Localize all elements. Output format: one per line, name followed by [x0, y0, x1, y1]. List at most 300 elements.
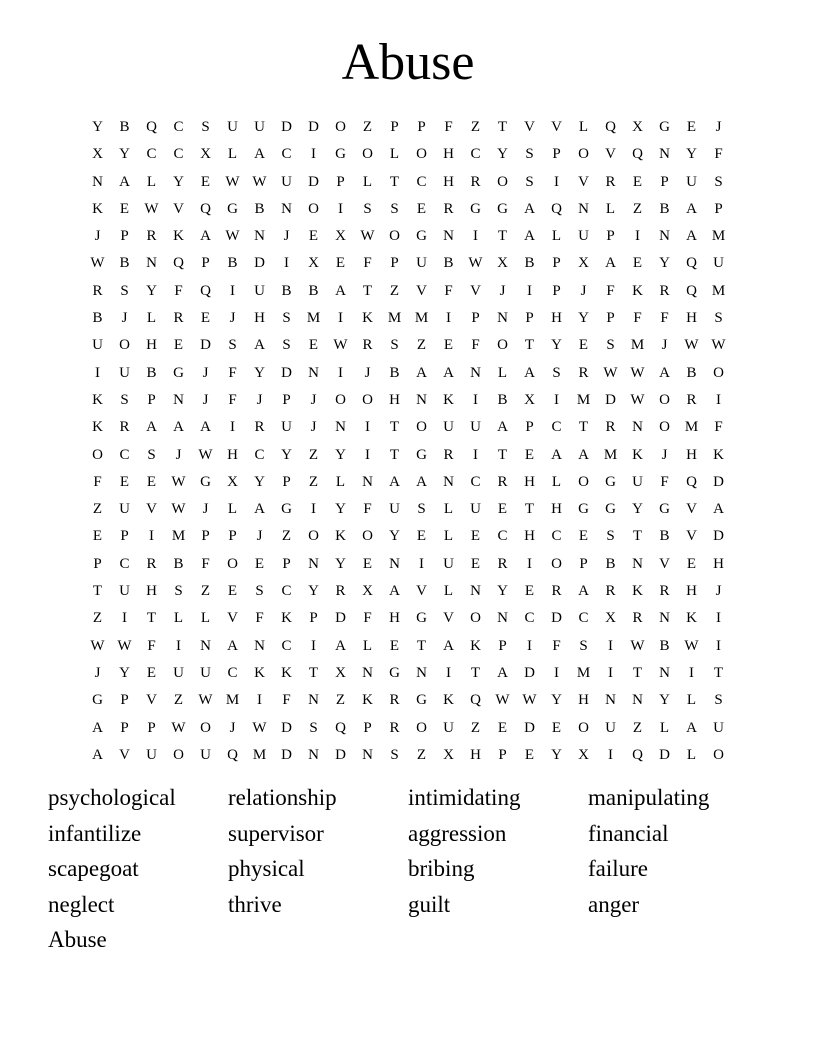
grid-letter: B — [254, 200, 265, 217]
grid-letter: W — [90, 255, 105, 272]
grid-letter: P — [390, 119, 399, 135]
grid-letter: L — [443, 501, 454, 518]
grid-letter: P — [120, 228, 129, 245]
grid-letter: C — [281, 637, 292, 654]
grid-letter: F — [363, 610, 372, 627]
grid-letter: W — [117, 637, 132, 654]
grid-letter: G — [416, 446, 427, 463]
grid-letter: P — [525, 419, 534, 436]
grid-letter: B — [443, 255, 454, 272]
grid-letter: B — [308, 282, 319, 299]
grid-letter: P — [282, 391, 291, 408]
grid-letter: P — [714, 200, 723, 217]
grid-letter: I — [365, 419, 370, 436]
grid-letter: F — [282, 692, 291, 709]
grid-letter: V — [605, 146, 616, 163]
grid-letter: O — [497, 173, 508, 190]
grid-letter: I — [554, 664, 559, 681]
grid-letter: T — [497, 228, 508, 245]
grid-letter: R — [659, 583, 670, 600]
grid-letter: P — [228, 528, 237, 545]
grid-letter: I — [311, 501, 316, 518]
grid-letter: V — [578, 173, 589, 190]
grid-letter: U — [443, 555, 454, 572]
grid-letter: A — [416, 364, 427, 381]
grid-letter: F — [660, 473, 669, 490]
grid-letter: R — [254, 419, 265, 436]
grid-letter: I — [338, 200, 343, 217]
grid-letter: U — [254, 282, 265, 299]
grid-letter: U — [578, 228, 589, 245]
grid-letter: E — [362, 555, 373, 572]
grid-letter: E — [335, 255, 346, 272]
grid-letter: A — [173, 419, 184, 436]
grid-letter: A — [92, 719, 103, 736]
grid-letter: P — [660, 173, 669, 190]
grid-letter: C — [470, 146, 481, 163]
grid-letter: J — [715, 119, 722, 135]
grid-letter: A — [713, 501, 724, 518]
grid-letter: L — [173, 610, 184, 627]
grid-letter: T — [146, 610, 157, 627]
grid-letter: Y — [389, 528, 400, 545]
grid-letter: P — [525, 310, 534, 327]
grid-letter: T — [578, 419, 589, 436]
grid-letter: I — [284, 255, 289, 272]
grid-letter: L — [578, 119, 589, 135]
grid-letter: U — [173, 664, 184, 681]
grid-letter: T — [389, 419, 400, 436]
grid-letter: T — [389, 173, 400, 190]
grid-letter: D — [335, 746, 346, 763]
grid-letter: E — [443, 337, 454, 354]
grid-letter: J — [310, 419, 317, 436]
grid-letter: A — [443, 637, 454, 654]
grid-letter: P — [579, 555, 588, 572]
grid-letter: Q — [470, 692, 481, 709]
grid-letter: D — [551, 610, 562, 627]
grid-letter: V — [416, 583, 427, 600]
grid-letter: E — [308, 337, 319, 354]
grid-letter: H — [524, 473, 535, 490]
grid-letter: S — [228, 337, 237, 354]
grid-letter: A — [605, 255, 616, 272]
grid-letter: V — [146, 501, 157, 518]
grid-letter: O — [659, 419, 670, 436]
grid-letter: R — [497, 555, 508, 572]
grid-letter: T — [632, 664, 643, 681]
grid-letter: X — [605, 610, 616, 627]
grid-letter: Y — [146, 282, 157, 299]
puzzle-title: Abuse — [341, 34, 475, 91]
grid-letter: J — [94, 228, 101, 245]
grid-letter: C — [281, 583, 292, 600]
grid-letter: W — [711, 337, 726, 354]
word-list-item: intimidating — [408, 785, 521, 810]
grid-letter: I — [689, 664, 694, 681]
grid-letter: Z — [200, 583, 211, 600]
grid-letter: K — [470, 637, 481, 654]
grid-letter: S — [363, 200, 372, 217]
grid-letter: S — [120, 391, 129, 408]
word-list — [48, 780, 768, 958]
grid-letter: Q — [605, 119, 616, 135]
grid-letter: U — [281, 419, 292, 436]
grid-letter: Y — [254, 473, 265, 490]
grid-letter: I — [230, 282, 235, 299]
grid-letter: N — [281, 200, 292, 217]
grid-letter: Y — [308, 583, 319, 600]
grid-letter: R — [119, 419, 130, 436]
grid-letter: Z — [389, 282, 400, 299]
grid-letter: N — [443, 473, 454, 490]
grid-letter: F — [444, 282, 453, 299]
grid-letter: R — [578, 364, 589, 381]
grid-letter: B — [389, 364, 400, 381]
grid-letter: E — [578, 528, 589, 545]
grid-letter: K — [632, 282, 643, 299]
grid-letter: H — [470, 746, 481, 763]
grid-letter: F — [552, 637, 561, 654]
grid-letter: N — [146, 255, 157, 272]
grid-letter: F — [228, 364, 237, 381]
grid-letter: J — [229, 719, 236, 736]
grid-letter: Y — [659, 255, 670, 272]
grid-letter: G — [470, 200, 481, 217]
grid-letter: X — [308, 255, 319, 272]
grid-letter: J — [256, 391, 263, 408]
grid-letter: D — [200, 337, 211, 354]
grid-letter: P — [336, 173, 345, 190]
grid-letter: O — [578, 146, 589, 163]
grid-letter: A — [146, 419, 157, 436]
grid-letter: A — [416, 473, 427, 490]
grid-letter: O — [362, 528, 373, 545]
grid-letter: O — [200, 719, 211, 736]
grid-letter: N — [308, 746, 319, 763]
grid-letter: L — [227, 501, 238, 518]
grid-letter: H — [443, 146, 454, 163]
grid-letter: N — [659, 610, 670, 627]
grid-letter: A — [524, 228, 535, 245]
grid-letter: M — [306, 310, 321, 327]
word-list-item: anger — [588, 891, 640, 917]
grid-letter: U — [119, 583, 130, 600]
grid-letter: D — [254, 255, 265, 272]
grid-letter: R — [686, 391, 697, 408]
grid-letter: V — [416, 282, 427, 299]
grid-letter: G — [659, 501, 670, 518]
grid-letter: K — [632, 446, 643, 463]
grid-letter: S — [606, 337, 615, 354]
grid-letter: T — [92, 583, 103, 600]
grid-letter: V — [686, 528, 697, 545]
grid-letter: U — [416, 255, 427, 272]
grid-letter: B — [281, 282, 292, 299]
grid-letter: F — [147, 637, 156, 654]
grid-letter: H — [524, 528, 535, 545]
grid-letter: D — [281, 746, 292, 763]
grid-letter: P — [120, 719, 129, 736]
grid-letter: N — [362, 664, 373, 681]
grid-letter: W — [630, 391, 645, 408]
grid-letter: C — [146, 146, 157, 163]
grid-letter: J — [310, 391, 317, 408]
grid-letter: D — [281, 119, 292, 135]
grid-letter: W — [90, 637, 105, 654]
grid-letter: S — [309, 719, 318, 736]
grid-letter: O — [362, 146, 373, 163]
word-list-item: neglect — [48, 891, 115, 917]
grid-letter: Y — [173, 173, 184, 190]
grid-letter: C — [173, 146, 184, 163]
grid-letter: J — [121, 310, 128, 327]
grid-letter: I — [473, 391, 478, 408]
grid-letter: U — [200, 746, 211, 763]
grid-letter: S — [525, 173, 534, 190]
grid-letter: E — [146, 664, 157, 681]
grid-letter: P — [309, 610, 318, 627]
grid-letter: L — [146, 310, 157, 327]
grid-letter: N — [416, 664, 427, 681]
grid-letter: F — [201, 555, 210, 572]
grid-letter: L — [497, 364, 508, 381]
grid-letter: K — [443, 391, 454, 408]
grid-letter: E — [119, 200, 130, 217]
grid-letter: W — [252, 173, 267, 190]
grid-letter: A — [254, 337, 265, 354]
grid-letter: J — [175, 446, 182, 463]
grid-letter: T — [308, 664, 319, 681]
grid-letter: P — [201, 255, 210, 272]
grid-letter: D — [659, 746, 670, 763]
grid-letter: C — [551, 419, 562, 436]
grid-letter: E — [524, 746, 535, 763]
grid-letter: I — [473, 446, 478, 463]
grid-letter: C — [173, 119, 184, 135]
grid-letter: N — [659, 146, 670, 163]
grid-letter: B — [659, 200, 670, 217]
grid-letter: L — [362, 637, 373, 654]
grid-letter: C — [578, 610, 589, 627]
grid-letter: J — [661, 337, 668, 354]
grid-letter: I — [311, 637, 316, 654]
grid-letter: J — [202, 364, 209, 381]
grid-letter: E — [470, 528, 481, 545]
grid-letter: G — [227, 200, 238, 217]
grid-letter: R — [443, 200, 454, 217]
grid-letter: P — [498, 637, 507, 654]
grid-letter: P — [147, 719, 156, 736]
grid-letter: G — [389, 664, 400, 681]
grid-letter: M — [711, 282, 726, 299]
grid-letter: A — [686, 200, 697, 217]
grid-letter: W — [684, 637, 699, 654]
grid-letter: E — [551, 719, 562, 736]
grid-letter: P — [471, 310, 480, 327]
grid-letter: L — [443, 583, 454, 600]
grid-letter: I — [527, 282, 532, 299]
grid-letter: V — [227, 610, 238, 627]
grid-letter: R — [389, 692, 400, 709]
grid-letter: E — [254, 555, 265, 572]
grid-letter: L — [686, 746, 697, 763]
grid-letter: W — [468, 255, 483, 272]
grid-letter: A — [524, 200, 535, 217]
grid-letter: I — [554, 391, 559, 408]
grid-letter: S — [714, 692, 723, 709]
grid-letter: I — [608, 746, 613, 763]
grid-letter: F — [363, 255, 372, 272]
grid-letter: A — [578, 446, 589, 463]
grid-letter: Y — [578, 310, 589, 327]
grid-letter: K — [713, 446, 724, 463]
grid-letter: U — [470, 501, 481, 518]
grid-letter: E — [119, 473, 130, 490]
grid-letter: R — [146, 555, 157, 572]
grid-letter: T — [470, 664, 481, 681]
grid-letter: R — [362, 337, 373, 354]
grid-letter: S — [417, 501, 426, 518]
grid-letter: O — [659, 391, 670, 408]
grid-letter: Q — [686, 282, 697, 299]
grid-letter: K — [173, 228, 184, 245]
grid-letter: H — [389, 391, 400, 408]
grid-letter: E — [524, 583, 535, 600]
grid-letter: I — [446, 310, 451, 327]
grid-letter: G — [605, 501, 616, 518]
grid-letter: T — [632, 528, 643, 545]
word-list-item: financial — [588, 820, 669, 846]
grid-letter: O — [713, 364, 724, 381]
grid-letter: E — [632, 255, 643, 272]
grid-letter: Y — [497, 146, 508, 163]
grid-letter: D — [308, 119, 319, 135]
grid-letter: D — [713, 473, 724, 490]
grid-letter: A — [389, 583, 400, 600]
grid-letter: Z — [470, 119, 481, 135]
grid-letter: Z — [173, 692, 184, 709]
grid-letter: B — [173, 555, 184, 572]
grid-letter: X — [578, 255, 589, 272]
grid-letter: J — [94, 664, 101, 681]
grid-letter: C — [119, 446, 130, 463]
grid-letter: Z — [92, 610, 103, 627]
grid-letter: B — [92, 310, 103, 327]
grid-letter: N — [443, 228, 454, 245]
grid-letter: U — [200, 664, 211, 681]
grid-letter: I — [95, 364, 100, 381]
grid-letter: L — [551, 228, 562, 245]
grid-letter: N — [200, 637, 211, 654]
grid-letter: F — [255, 610, 264, 627]
grid-letter: Y — [335, 501, 346, 518]
grid-letter: U — [632, 473, 643, 490]
grid-letter: Q — [551, 200, 562, 217]
grid-letter: P — [606, 310, 615, 327]
grid-letter: I — [122, 610, 127, 627]
grid-letter: R — [335, 583, 346, 600]
grid-letter: N — [335, 419, 346, 436]
grid-letter: Z — [632, 200, 643, 217]
grid-letter: I — [554, 173, 559, 190]
grid-letter: P — [498, 746, 507, 763]
grid-letter: N — [659, 228, 670, 245]
word-list-item: failure — [588, 856, 649, 881]
grid-letter: B — [659, 528, 670, 545]
grid-letter: S — [282, 310, 291, 327]
grid-letter: H — [146, 583, 157, 600]
grid-letter: H — [389, 610, 400, 627]
grid-letter: W — [198, 692, 213, 709]
grid-letter: U — [443, 419, 454, 436]
grid-letter: O — [416, 719, 427, 736]
grid-letter: N — [362, 746, 373, 763]
grid-letter: P — [147, 391, 156, 408]
grid-letter: U — [146, 746, 157, 763]
grid-letter: G — [281, 501, 292, 518]
grid-letter: B — [119, 119, 130, 135]
grid-letter: H — [686, 310, 697, 327]
grid-letter: O — [335, 119, 346, 135]
word-list-item: supervisor — [228, 820, 324, 846]
grid-letter: E — [470, 555, 481, 572]
grid-letter: I — [365, 446, 370, 463]
grid-letter: U — [686, 173, 697, 190]
grid-letter: M — [576, 664, 591, 681]
grid-letter: W — [198, 446, 213, 463]
grid-letter: Y — [119, 146, 130, 163]
grid-letter: A — [686, 228, 697, 245]
grid-letter: U — [119, 364, 130, 381]
grid-letter: M — [576, 391, 591, 408]
grid-letter: C — [281, 146, 292, 163]
grid-letter: Z — [470, 719, 481, 736]
grid-letter: P — [363, 719, 372, 736]
letter-grid — [84, 114, 732, 769]
grid-letter: O — [308, 528, 319, 545]
grid-letter: V — [146, 692, 157, 709]
grid-letter: O — [119, 337, 130, 354]
grid-letter: F — [633, 310, 642, 327]
grid-letter: U — [713, 255, 724, 272]
grid-letter: U — [389, 501, 400, 518]
grid-letter: L — [659, 719, 670, 736]
grid-letter: N — [173, 391, 184, 408]
grid-letter: G — [200, 473, 211, 490]
grid-letter: E — [389, 637, 400, 654]
grid-letter: P — [552, 282, 561, 299]
grid-letter: W — [333, 337, 348, 354]
grid-letter: P — [120, 692, 129, 709]
grid-letter: G — [416, 692, 427, 709]
grid-letter: N — [497, 310, 508, 327]
grid-letter: X — [632, 119, 643, 135]
word-list-item: scapegoat — [48, 856, 139, 881]
grid-letter: E — [200, 173, 211, 190]
grid-letter: S — [390, 200, 399, 217]
grid-letter: P — [552, 146, 561, 163]
grid-letter: O — [416, 419, 427, 436]
grid-letter: R — [659, 282, 670, 299]
grid-letter: Z — [362, 119, 373, 135]
grid-letter: I — [716, 391, 721, 408]
grid-letter: U — [227, 119, 238, 135]
grid-letter: I — [176, 637, 181, 654]
grid-letter: G — [92, 692, 103, 709]
grid-letter: L — [362, 173, 373, 190]
grid-letter: M — [630, 337, 645, 354]
